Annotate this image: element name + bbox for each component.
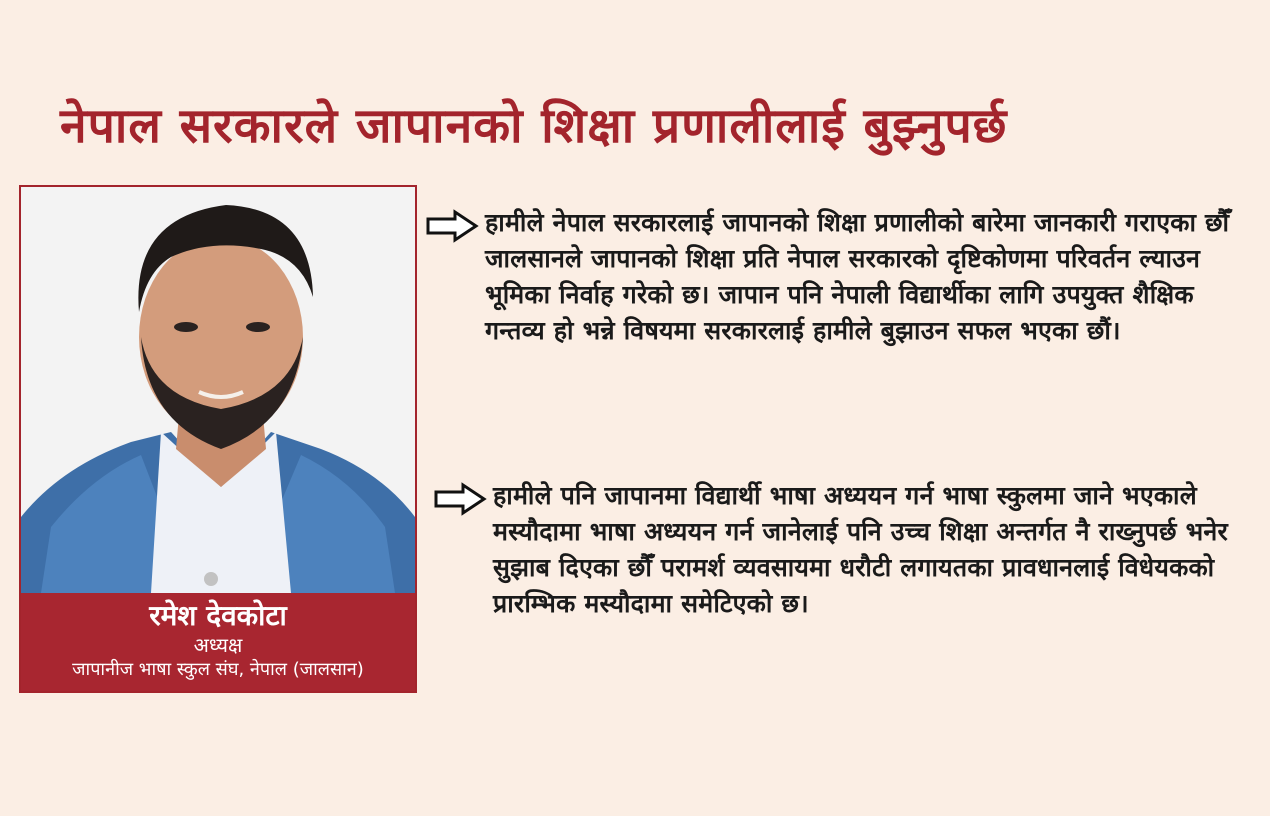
person-role: अध्यक्ष [193, 633, 243, 657]
person-name: रमेश देवकोटा [149, 599, 287, 632]
headline: नेपाल सरकारले जापानको शिक्षा प्रणालीलाई बुझ्नुपर्छ [60, 98, 1008, 154]
right-arrow-icon [425, 209, 479, 243]
profile-card [19, 185, 417, 693]
person-organization: जापानीज भाषा स्कुल संघ, नेपाल (जालसान) [72, 659, 364, 680]
portrait-photo [21, 187, 415, 593]
right-arrow-icon [433, 482, 487, 516]
portrait-illustration [21, 187, 415, 593]
point-2-text: हामीले पनि जापानमा विद्यार्थी भाषा अध्ययन गर्न भाषा स्कुलमा जाने भएकाले मस्यौदामा भाषा अध्ययन गर्न जानेलाई पनि उच्च शिक्षा अन्तर्गत नै राख्नुपर्छ भनेर सुझाब दिएका छौँ परामर्श व्यवसायमा धरौटी लगायतका प्रावधानलाई विधेयकको प्रारम्भिक मस्यौदामा समेटिएको छ। [493, 481, 1228, 618]
point-1 [425, 205, 1255, 349]
point-1-text: हामीले नेपाल सरकारलाई जापानको शिक्षा प्रणालीको बारेमा जानकारी गराएका छौँ जालसानले जापानको शिक्षा प्रति नेपाल सरकारको दृष्टिकोणमा परिवर्तन ल्याउन भूमिका निर्वाह गरेको छ। जापान पनि नेपाली विद्यार्थीका लागि उपयुक्त शैक्षिक गन्तव्य हो भन्ने विषयमा सरकारलाई हामीले बुझाउन सफल भएका छौं। [485, 208, 1230, 345]
name-plate [21, 593, 415, 691]
point-2 [433, 478, 1255, 622]
